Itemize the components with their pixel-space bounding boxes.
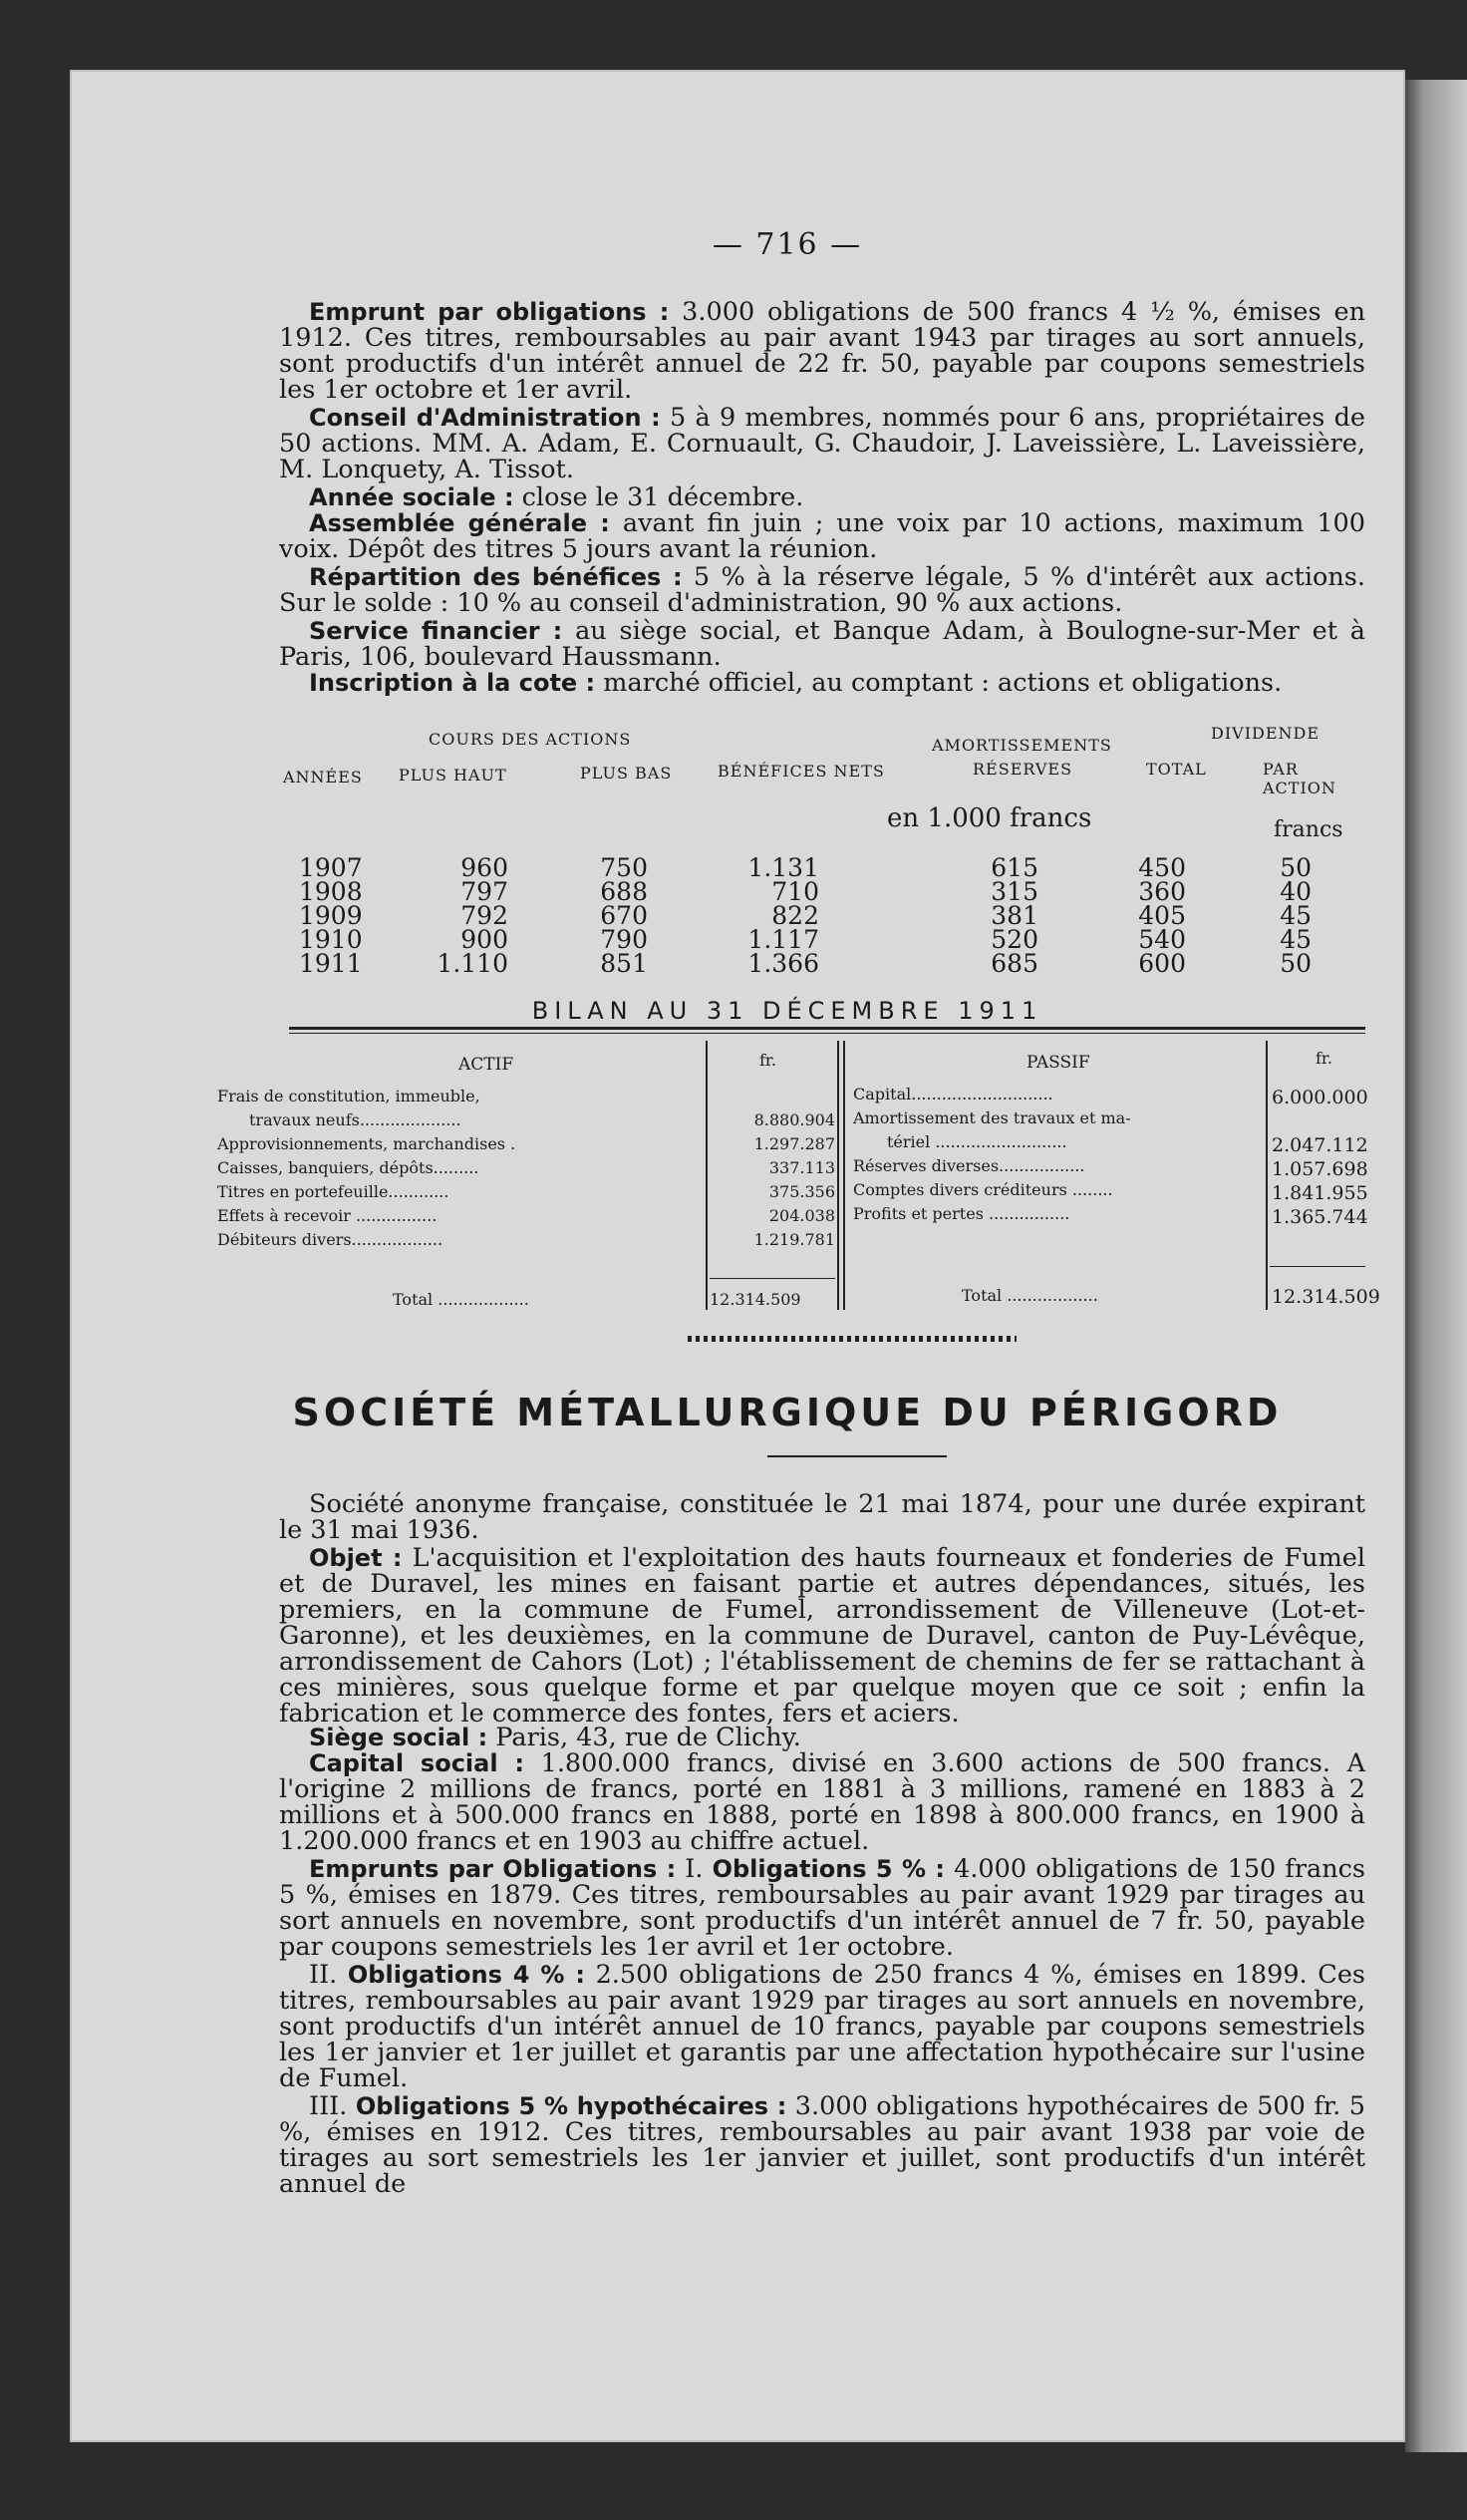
passif-total-rule <box>1270 1266 1365 1267</box>
passif-label: Capital............................ <box>853 1085 1053 1103</box>
cell-plus-haut: 797 <box>460 877 508 906</box>
paragraph-societe <box>279 1491 1365 1543</box>
page-number: — 716 — <box>712 227 863 262</box>
actif-label: Approvisionnements, marchandises . <box>217 1134 516 1153</box>
text-assemblee: avant fin juin ; une voix par 10 actions, maximum 100 voix. Dépôt des titres 5 jours avant la réunion. <box>279 508 1366 564</box>
passif-value: 1.841.955 <box>1272 1182 1368 1204</box>
cell-benefices: 710 <box>771 877 819 906</box>
paragraph-siege <box>279 1725 1365 1750</box>
bilan-title: BILAN AU 31 DÉCEMBRE 1911 <box>531 997 1043 1025</box>
paragraph-inscription <box>279 670 1365 696</box>
passif-total-value: 12.314.509 <box>1272 1286 1380 1308</box>
col-annees: ANNÉES <box>283 768 363 787</box>
cell-par-action: 40 <box>1280 877 1312 906</box>
col-plus-haut: PLUS HAUT <box>399 766 507 785</box>
label-assemblee: Assemblée générale : <box>309 509 610 537</box>
cell-plus-haut: 792 <box>460 901 508 930</box>
actif-value: 1.297.287 <box>753 1134 835 1153</box>
actif-total-rule <box>710 1278 835 1279</box>
actif-value: 337.113 <box>768 1158 835 1177</box>
cell-benefices: 1.131 <box>747 853 819 882</box>
cell-plus-bas: 670 <box>600 901 648 930</box>
passif-value: 2.047.112 <box>1272 1134 1368 1156</box>
passif-unit: fr. <box>1316 1049 1332 1068</box>
col-total: TOTAL <box>1146 760 1207 779</box>
cell-benefices: 822 <box>771 901 819 930</box>
text-conseil: 5 à 9 membres, nommés pour 6 ans, propriétaires de 50 actions. MM. A. Adam, E. Cornuault, G. Chaudoir, J. Laveissière, L. Laveissière, M. Lonquety, A. Tissot. <box>279 403 1365 484</box>
text-capital: 1.800.000 francs, divisé en 3.600 actions de 500 francs. A l'origine 2 millions de francs, porté en 1881 à 3 millions, ramené en 1883 à 2 millions et à 500.000 francs en 1888, porté en 1898 à 800.000 francs, en 1900 à 1.200.000 francs et en 1903 au chiffre actuel. <box>279 1748 1365 1856</box>
cell-plus-haut: 1.110 <box>437 949 508 978</box>
divider-mid-2 <box>843 1041 845 1310</box>
cell-reserves: 381 <box>991 901 1038 930</box>
cell-plus-bas: 851 <box>600 949 648 978</box>
divider-actif-value <box>706 1041 708 1310</box>
paragraph-capital <box>279 1750 1365 1854</box>
label-service: Service financier : <box>309 617 563 645</box>
cell-total: 360 <box>1138 877 1186 906</box>
cell-year: 1911 <box>299 949 363 978</box>
passif-label: tériel .......................... <box>887 1132 1067 1151</box>
text-obligations-4: 2.500 obligations de 250 francs 4 %, émises en 1899. Ces titres, remboursables au pair avant 1929 par tirages au sort annuels en novembre, sont productifs d'un intérêt annuel de 10 francs, payable par coupons semestriels les 1er janvier et 1er juillet et garantis par une affectation hypothécaire sur l'usine de Fumel. <box>279 1960 1365 2093</box>
divider-passif-value <box>1266 1041 1268 1310</box>
passif-label: Comptes divers créditeurs ........ <box>853 1180 1113 1199</box>
cell-plus-bas: 688 <box>600 877 648 906</box>
text-emprunt: 3.000 obligations de 500 francs 4 ½ %, émises en 1912. Ces titres, remboursables au pair avant 1943 par tirages au sort annuels, sont productifs d'un intérêt annuel de 22 fr. 50, payable par coupons semestriels les 1er octobre et 1er avril. <box>279 297 1365 405</box>
label-capital: Capital social : <box>309 1749 525 1777</box>
paragraph-obligations-hyp <box>279 2093 1365 2197</box>
cell-year: 1909 <box>299 901 363 930</box>
actif-label: Débiteurs divers.................. <box>217 1230 443 1249</box>
paragraph-obligations-4 <box>279 1962 1365 2091</box>
passif-label: Amortissement des travaux et ma- <box>853 1108 1131 1127</box>
unit-francs: francs <box>1274 817 1343 842</box>
actif-value: 375.356 <box>768 1182 835 1201</box>
cell-reserves: 520 <box>991 925 1038 954</box>
text-obligations-hyp: 3.000 obligations hypothécaires de 500 fr. 5 %, émises en 1912. Ces titres, remboursables au pair avant 1938 par voie de tirages au sort semestriels les 1er janvier et juillet, sont productifs d'un intérêt annuel de <box>279 2091 1365 2199</box>
cell-reserves: 615 <box>991 853 1038 882</box>
paragraph-objet <box>279 1545 1365 1727</box>
company-title: SOCIÉTÉ MÉTALLURGIQUE DU PÉRIGORD <box>292 1391 1283 1434</box>
actif-total-value: 12.314.509 <box>710 1290 801 1309</box>
group-dividende: DIVIDENDE <box>1211 724 1320 743</box>
paragraph-emprunt <box>279 299 1365 403</box>
text-repartition: 5 % à la réserve légale, 5 % d'intérêt aux actions. Sur le solde : 10 % au conseil d'administration, 90 % aux actions. <box>279 562 1365 618</box>
passif-total-label: Total .................. <box>962 1286 1098 1305</box>
text-emprunts-mid: I. <box>676 1854 713 1884</box>
cell-total: 450 <box>1138 853 1186 882</box>
text-obligations-5: 4.000 obligations de 150 francs 5 %, émises en 1879. Ces titres, remboursables au pair avant 1929 par tirages au sort annuels en novembre, sont productifs d'un intérêt annuel de 7 fr. 50, payable par coupons semestriels les 1er avril et 1er octobre. <box>279 1854 1365 1962</box>
actif-value: 1.219.781 <box>753 1230 835 1249</box>
actif-label: Frais de constitution, immeuble, <box>217 1087 480 1105</box>
cell-plus-bas: 790 <box>600 925 648 954</box>
text-iii: III. <box>309 2091 356 2121</box>
cell-par-action: 50 <box>1280 949 1312 978</box>
text-service: au siège social, et Banque Adam, à Boulogne-sur-Mer et à Paris, 106, boulevard Haussmann. <box>279 616 1365 672</box>
cell-plus-bas: 750 <box>600 853 648 882</box>
cell-year: 1907 <box>299 853 363 882</box>
label-siege: Siège social : <box>309 1724 488 1751</box>
cell-total: 540 <box>1138 925 1186 954</box>
text-annee: close le 31 décembre. <box>513 482 804 512</box>
text-societe: Société anonyme française, constituée le 21 mai 1874, pour une durée expirant le 31 mai 1936. <box>279 1489 1365 1545</box>
group-cours: COURS DES ACTIONS <box>429 730 632 749</box>
text-ii: II. <box>309 1960 348 1990</box>
actif-label: travaux neufs.................... <box>249 1110 461 1129</box>
text-objet: L'acquisition et l'exploitation des hauts fourneaux et fonderies de Fumel et de Duravel, les mines en faisant partie et autres dépendances, situés, les premiers, en la commune de Fumel, arrondissement de Villeneuve (Lot-et-Garonne), et les deuxièmes, en la commune de Duravel, canton de Puy-Lévêque, arrondissement de Cahors (Lot) ; l'établissement de chemins de fer se rattachant à ces minières, sous quelque forme et par quelque moyen que ce soit ; enfin la fabrication et le commerce des fontes, fers et aciers. <box>279 1543 1365 1729</box>
col-par-action: PAR ACTION <box>1263 760 1336 797</box>
passif-value: 1.057.698 <box>1272 1158 1368 1180</box>
paragraph-service <box>279 618 1365 670</box>
paragraph-conseil <box>279 405 1365 482</box>
bilan-rule-top <box>289 1027 1365 1034</box>
label-obligations-4: Obligations 4 % : <box>347 1961 585 1989</box>
actif-label: Caisses, banquiers, dépôts......... <box>217 1158 479 1177</box>
divider-mid-1 <box>837 1041 839 1310</box>
col-plus-bas: PLUS BAS <box>580 764 673 783</box>
paragraph-repartition <box>279 564 1365 616</box>
group-amortissements: AMORTISSEMENTS <box>932 736 1112 755</box>
cell-year: 1908 <box>299 877 363 906</box>
actif-label: Titres en portefeuille............ <box>217 1182 449 1201</box>
paragraph-emprunts <box>279 1856 1365 1960</box>
cell-plus-haut: 900 <box>460 925 508 954</box>
label-objet: Objet : <box>309 1544 403 1572</box>
col-reserves: RÉSERVES <box>973 760 1073 779</box>
bilan-ornament <box>688 1336 1017 1342</box>
actif-value: 204.038 <box>768 1206 835 1225</box>
text-siege: Paris, 43, rue de Clichy. <box>487 1723 801 1752</box>
col-benefices: BÉNÉFICES NETS <box>718 762 885 781</box>
title-rule <box>767 1455 947 1457</box>
passif-label: Réserves diverses................. <box>853 1156 1085 1175</box>
actif-total-label: Total .................. <box>393 1290 529 1309</box>
cell-total: 405 <box>1138 901 1186 930</box>
passif-header: PASSIF <box>1027 1053 1090 1073</box>
actif-header: ACTIF <box>458 1055 514 1075</box>
unit-thousand: en 1.000 francs <box>887 803 1092 833</box>
label-obligations-hyp: Obligations 5 % hypothécaires : <box>355 2092 787 2120</box>
label-emprunt: Emprunt par obligations : <box>309 298 670 326</box>
cell-benefices: 1.366 <box>747 949 819 978</box>
paragraph-annee <box>279 484 1365 510</box>
passif-value: 6.000.000 <box>1272 1087 1368 1108</box>
actif-unit: fr. <box>759 1051 776 1070</box>
cell-benefices: 1.117 <box>747 925 819 954</box>
cell-par-action: 50 <box>1280 853 1312 882</box>
actif-label: Effets à recevoir ................ <box>217 1206 438 1225</box>
page-edge <box>1405 80 1467 2452</box>
actif-value: 8.880.904 <box>753 1110 835 1129</box>
label-repartition: Répartition des bénéfices : <box>309 563 683 591</box>
cell-par-action: 45 <box>1280 925 1312 954</box>
label-emprunts: Emprunts par Obligations : <box>309 1855 677 1883</box>
cell-plus-haut: 960 <box>460 853 508 882</box>
cell-total: 600 <box>1138 949 1186 978</box>
label-annee: Année sociale : <box>309 483 514 511</box>
passif-label: Profits et pertes ................ <box>853 1204 1070 1223</box>
label-obligations-5: Obligations 5 % : <box>712 1855 945 1883</box>
label-inscription: Inscription à la cote : <box>309 669 596 697</box>
cell-par-action: 45 <box>1280 901 1312 930</box>
paragraph-assemblee <box>279 510 1365 562</box>
cell-reserves: 685 <box>991 949 1038 978</box>
cell-year: 1910 <box>299 925 363 954</box>
text-inscription: marché officiel, au comptant : actions et obligations. <box>595 668 1283 698</box>
label-conseil: Conseil d'Administration : <box>309 404 661 432</box>
cell-reserves: 315 <box>991 877 1038 906</box>
passif-value: 1.365.744 <box>1272 1206 1368 1228</box>
